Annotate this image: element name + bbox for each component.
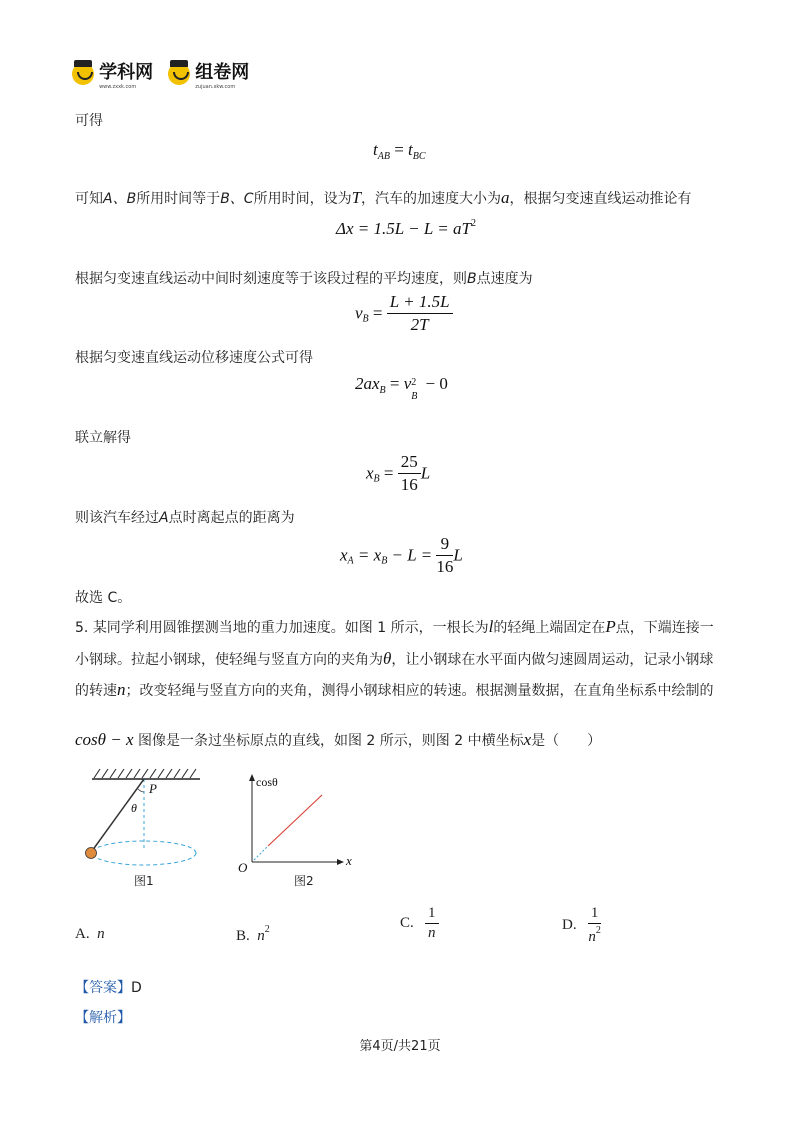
analysis-tag: 【解析】	[75, 1010, 131, 1026]
equation-2axb: $2ax_B = v$ 2 B − 0	[355, 374, 448, 402]
x-axis-arrow-icon	[337, 859, 344, 865]
question-5-line-2: 小钢球。拉起小钢球，使轻绳与竖直方向的夹角为θ，让小钢球在水平面内做匀速圆周运动，记录小钢球	[75, 649, 714, 668]
page-footer: 第4页/共21页	[359, 1039, 441, 1054]
steel-ball	[86, 848, 97, 859]
option-c-fraction: $\frac{1}{n}$	[425, 905, 439, 942]
analysis-line	[75, 1007, 131, 1027]
circular-path	[92, 841, 196, 865]
figure-2-graph	[232, 770, 362, 895]
equation-delta-x: $\Delta x = 1.5L - L = aT^2$	[336, 218, 476, 238]
question-5-line-1: 5. 某同学利用圆锥摆测当地的重力加速度。如图 1 所示，一根长为l的轻绳上端固定在P点，下端连接一	[75, 617, 714, 636]
text-line-6: 则该汽车经过A点时离起点的距离为	[75, 510, 295, 526]
figure-1-conical-pendulum	[80, 765, 210, 895]
option-d-letter: D.	[562, 917, 577, 933]
zujuan-logo-url: zujuan.xkw.com	[195, 84, 236, 90]
origin-label: O	[238, 860, 248, 875]
zujuan-logo-icon	[168, 63, 190, 85]
text-line-2: 可知A、B所用时间等于B、C所用时间，设为T，汽车的加速度大小为a，根据匀变速直线运动推论有	[75, 188, 692, 207]
text-line-5: 联立解得	[75, 430, 131, 446]
figure-2-caption: 图2	[294, 874, 314, 888]
equation-xa: $x_A = x_B - L$ = $\frac{9}{16}$ L	[340, 534, 463, 576]
answer-tag: 【答案】	[75, 980, 131, 996]
graph-line	[268, 795, 322, 846]
text-line-1: 可得	[75, 113, 103, 129]
angle-arc	[138, 789, 144, 792]
xueke-logo-icon	[72, 63, 94, 85]
answer-line	[75, 977, 142, 997]
header-logos	[72, 58, 249, 90]
option-b[interactable]: B. $n^2$	[236, 924, 270, 944]
label-P: P	[149, 781, 157, 796]
text-line-3: 根据匀变速直线运动中间时刻速度等于该段过程的平均速度，则B点速度为	[75, 271, 533, 287]
option-b-expr: n	[257, 928, 265, 944]
option-d-fraction: $\frac{1}{n^2}$	[588, 905, 601, 945]
question-5-line-4: cosθ − x 图像是一条过坐标原点的直线，如图 2 所示，则图 2 中横坐标x是（ ）	[75, 730, 602, 749]
rope	[92, 779, 144, 851]
option-a-letter: A.	[75, 926, 90, 942]
y-axis-label: cosθ	[256, 775, 278, 789]
ceiling-hatch	[92, 769, 200, 779]
y-axis-arrow-icon	[249, 774, 255, 781]
zujuan-logo-text: 组卷网	[195, 62, 250, 83]
option-d[interactable]	[562, 905, 601, 946]
question-5-line-3: 的转速n；改变轻绳与竖直方向的夹角，测得小钢球相应的转速。根据测量数据，在直角坐标系中绘制的	[75, 680, 714, 699]
answer-value: D	[131, 980, 142, 996]
xueke-logo-url: www.zxxk.com	[99, 84, 137, 90]
text-line-7: 故选 C。	[75, 590, 132, 606]
option-a[interactable]	[75, 926, 105, 943]
x-axis-label: x	[346, 853, 352, 868]
figure-1-caption: 图1	[134, 874, 154, 888]
option-c[interactable]	[400, 905, 439, 942]
option-a-expr: n	[97, 926, 105, 942]
option-b-letter: B.	[236, 928, 250, 944]
label-theta: θ	[131, 801, 137, 815]
question-number: 5.	[75, 620, 89, 636]
equation-vb: $v_B$ = $\frac{L + 1.5L}{2T}$	[355, 292, 453, 335]
xueke-logo-text: 学科网	[99, 62, 154, 83]
text-line-4: 根据匀变速直线运动位移速度公式可得	[75, 350, 313, 366]
origin-extension-dashed	[254, 846, 268, 860]
option-c-letter: C.	[400, 915, 414, 931]
equation-tab-tbc: $t_{AB} = t_{BC}$	[373, 140, 426, 162]
equation-xb: $x_B$ = $\frac{25}{16}$ L	[366, 452, 431, 494]
